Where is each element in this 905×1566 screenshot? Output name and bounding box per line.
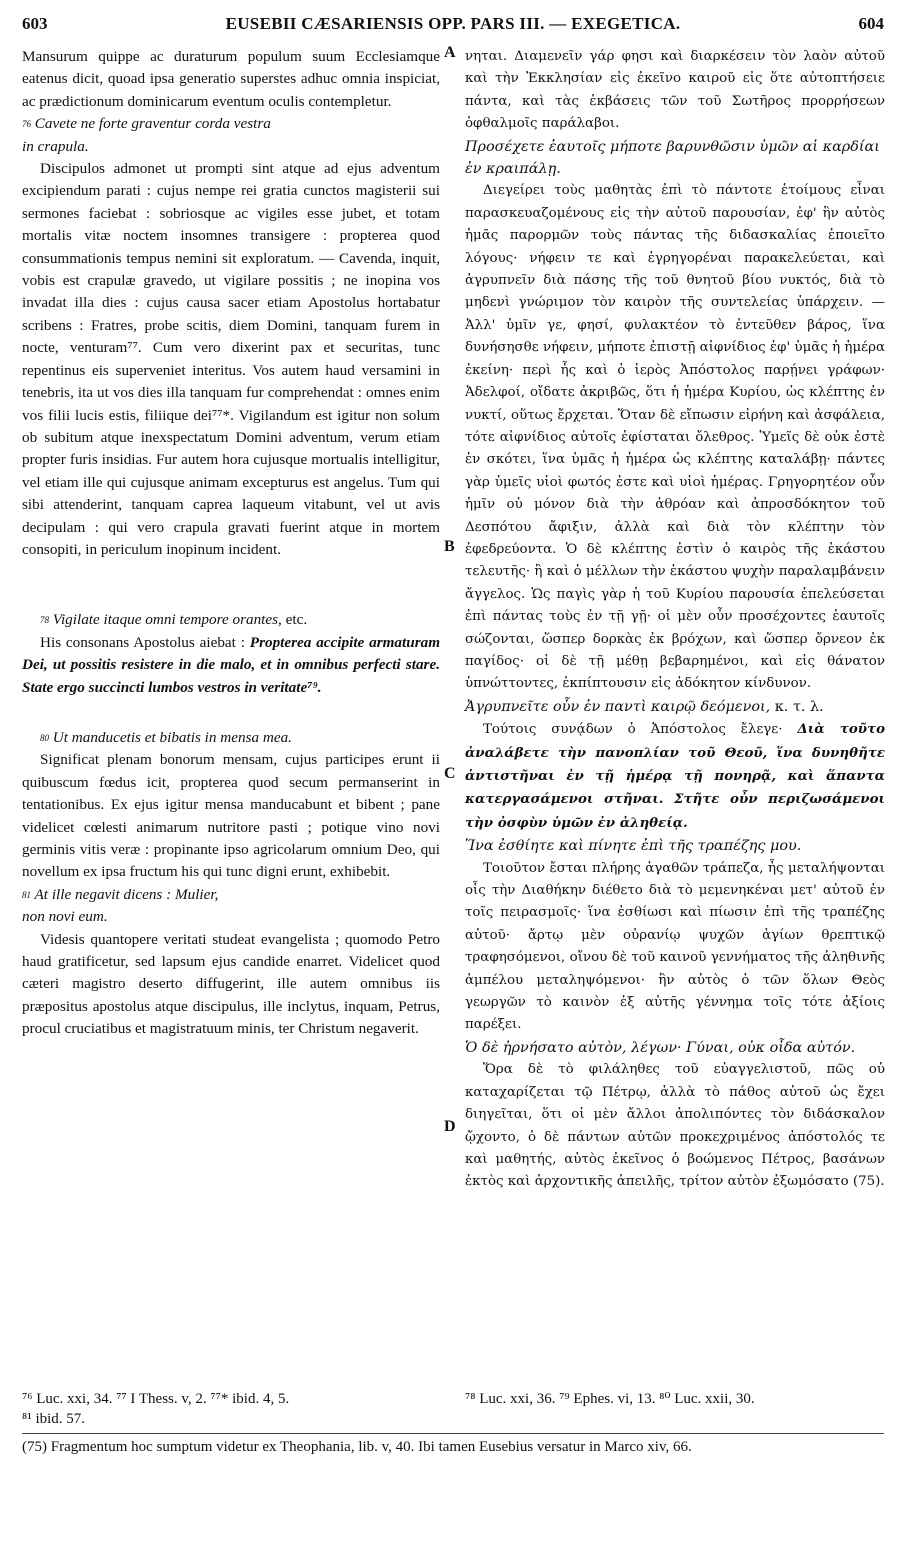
greek-paragraph: Διεγείρει τοὺς μαθητὰς ἐπὶ τὸ πάντοτε ἑτοίμους εἶναι παρασκευαζομένους εἰς τὴν αὐτοῦ παρουσίαν, ἐφ' ἣν αὐτὸς ἡμᾶς παρορμῶν τοὺς πάντας τῆς διδασκαλίας ἐποιεῖτο λόγους· νήφειν τε καὶ ἐγρηγορέναι παρακελεύεται, καὶ ἀγρυπνεῖν διὰ πάσης τῆς τοῦ θνητοῦ βίου νυκτός, διὰ τὸ μηδενὶ γνώριμον τὸν καιρὸν τῆς συντελείας ὑπάρχειν. — Ἀλλ' ὑμῖν γε, φησί, φυλακτέον τὸ ἐντεῦθεν βάρος, ἵνα δυνήσησθε νήφειν, μήποτε ἐπιστῇ αἰφνίδιος ἐφ' ὑμᾶς ἡ ἡμέρα ἐκείνη· περὶ ἧς καὶ ὁ ἱερὸς Ἀπόστολος παρῄνει γράφων· Ἀδελφοί, οἴδατε ἀκριβῶς, ὅτι ἡ ἡμέρα Κυρίου, ὡς κλέπτης ἐν νυκτί, οὕτως ἔρχεται. Ὅταν δὲ εἴπωσιν εἰρήνη καὶ ἀσφάλεια, τότε αἰφνίδιος αὐτοῖς ἐφίσταται ὄλεθρος. Ὑμεῖς δὲ οὐκ ἐστὲ ἐν σκότει, ἵνα ὑμᾶς ἡ ἡμέρα ὡς κλέπτης καταλάβῃ· πάντες γὰρ ὑμεῖς υἱοὶ φωτός ἐστε καὶ υἱοὶ ἡμέρας. Γρηγορητέον οὖν ἡμῖν οὐ μόνον διὰ τὴν ἀθρόαν καὶ ἀπροσδόκητον τοῦ Δεσπότου ἄφιξιν, ἀλλὰ καὶ διὰ τὸν κλέπτην τὸν ἐφεδρεύοντα. Ὁ δὲ κλέπτης ἐστὶν ὁ καιρὸς τῆς ἑκάστου τελευτῆς· ἢ καὶ ὁ μέλλων τὴν ἑκάστου ψυχὴν παραλαμβάνειν ἄγγελος. Ὡς παγὶς γὰρ ἡ τοῦ Κυρίου παρουσία ἐπελεύσεται ἐπὶ πάντας τοὺς ἐν τῇ γῇ· οἱ μὲν οὖν προσέχοντες ἑαυτοῖς σώζονται, ὥσπερ δορκὰς ἐκ βρόχων, καὶ ὥσπερ ὄρνεον ἐκ παγίδος· οἱ δὲ τῇ μέθῃ βεβαρημένοι, καὶ εἰς θάνατον ὑπνώττοντες, ἐκπίπτουσιν εἰς ἀδόκητον κίνδυνον. — [465, 183, 885, 692]
greek-lemma: Ἵνα ἐσθίητε καὶ πίνητε ἐπὶ τῆς τραπέζης μου. — [465, 838, 802, 855]
latin-lemma — [22, 884, 440, 929]
quotation-text: Διὰ τοῦτο ἀναλάβετε τὴν πανοπλίαν τοῦ Θεοῦ, ἵνα δυνηθῆτε ἀντιστῆναι ἐν τῇ ἡμέρᾳ τῇ πονηρᾷ, καὶ ἅπαντα κατεργασάμενοι στῆναι. Στῆτε οὖν περιζωσάμενοι τὴν ὀσφὺν ὑμῶν ἐν ἀληθείᾳ. — [465, 721, 886, 831]
lemma-text: non novi eum. — [22, 908, 108, 926]
margin-letter-c: C — [444, 765, 456, 782]
footnote-ref: 80 — [40, 732, 49, 743]
greek-lemma — [465, 696, 885, 718]
lemma-text: Ἀγρυπνεῖτε οὖν ἐν παντὶ καιρῷ δεόμενοι, — [465, 698, 771, 715]
latin-paragraph: Mansurum quippe ac duraturum populum suum Ecclesiamque eatenus dicit, quoad ipsa generatio superstes adhuc omnia inspiciat, ac prædictionum dominicarum eventum oculis contempletur. — [22, 48, 440, 110]
greek-paragraph — [465, 718, 885, 835]
greek-paragraph: νηται. Διαμενεῖν γάρ φησι καὶ διαρκέσειν τὸν λαὸν αὐτοῦ καὶ τὴν Ἐκκλησίαν εἰς ἐκεῖνο καιροῦ εἰς ὅτε αὐτοπτήσειε πάντα, καὶ τὰς ἐκβάσεις τῶν τοῦ Σωτῆρος προρρήσεων ὀφθαλμοῖς παράλαβοι. — [465, 49, 885, 132]
lemma-text: in crapula. — [22, 137, 89, 155]
latin-lemma — [22, 727, 440, 749]
footnotes-right — [465, 1389, 885, 1409]
lemma-text: At ille negavit dicens : Mulier, — [34, 885, 219, 903]
latin-paragraph — [22, 632, 440, 699]
page-number-right: 604 — [858, 14, 884, 33]
lemma-etc: κ. τ. λ. — [770, 698, 824, 715]
latin-column — [22, 46, 440, 1041]
latin-paragraph: Significat plenam bonorum mensam, cujus participes erunt ii quibuscum fœdus icit, propterea quod secum permanserint in tentationibus. Ex ejus igitur mensa manducabunt et bibent ; pane videlicet cœlesti animarum nutritore pasti ; potique vino novi germinis vitis veræ : propinante ipso agricolarum omnium Deo, qui novellum ex ipsa fructum his qui tunc digni erunt, exhibebit. — [22, 751, 440, 881]
latin-paragraph: Discipulos admonet ut prompti sint atque ad ejus adventum excipiendum parati : cujus nempe rei gratia cunctos magisterii sui sermones faciebat : sobriosque ac vigiles esse jubet, et totam mortalis vitæ noctem insomnes transigere : propterea quod consummationis tempus nemini sit exploratum. — Cavenda, inquit, vobis est crapulæ gravedo, ut vigilare possitis ; ne inopina vos invadat illa dies : cujus causa sacer etiam Apostolus hortabatur scribens : Fratres, probe scitis, diem Domini, tanquam furem in nocte, venturam⁷⁷. Cum vero dixerint pax et securitas, tunc repentinus eis superveniet interitus. Vos autem haud versamini in tenebris, ita ut vos dies illa tanquam fur comprehendat : omnes enim vos filii lucis estis, filiique dei⁷⁷*. Vigilandum est igitur non solum ob subitum atque inexspectatum Domini adventum, verum etiam propter furis insidias. Fur autem hora cujusque mortualis intelligitur, vel etiam ille qui cujusque animam excepturus est angelus. Tum qui sibi attenderint, tanquam caprea laqueum vitabunt, vel ut avis decipulam : qui vero crapula gravati fuerint atque in mortem consopiti, in periculum inopinum incident. — [22, 160, 440, 558]
lemma-text: Cavete ne forte graventur corda vestra — [34, 115, 271, 133]
footnote-divider — [22, 1433, 884, 1434]
margin-letter-b: B — [444, 538, 455, 555]
greek-lemma: Ὁ δὲ ἠρνήσατο αὐτὸν, λέγων· Γύναι, οὐκ οἶδα αὐτόν. — [465, 1039, 856, 1056]
footnote-ref: 76 — [22, 119, 31, 130]
footnote-ref: 78 — [40, 615, 49, 626]
lemma-etc: etc. — [281, 611, 308, 629]
paragraph-text: His consonans Apostolus aiebat : — [40, 633, 250, 651]
latin-lemma — [22, 609, 440, 631]
greek-paragraph: Τοιοῦτον ἔσται πλήρης ἀγαθῶν τράπεζα, ἧς μεταλήψονται οἷς τὴν Διαθήκην διέθετο διὰ τὸ μεμενηκέναι μετ' αὐτοῦ ἐν τοῖς πειρασμοῖς· ἵνα ἐσθίωσι καὶ πίωσιν ἐπὶ τῆς τραπέζης αὐτοῦ· ἄρτῳ μὲν οὐρανίῳ ψυχῶν ἁγίων θρεπτικῷ τραφησόμενοι, οἴνου δὲ τοῦ καινοῦ γεννήματος τῆς ἀληθινῆς ἀμπέλου μεταληψόμενοι· ἣν αὐτὸς ὁ τῶν ὅλων Θεὸς γεωργῶν τὸ καινὸν ἐξ αὐτῆς γέννημα τοῖς τότε ἀξίοις παρέξει. — [465, 860, 885, 1033]
quotation-text: Propterea accipite armaturam Dei, ut possitis resistere in die malo, et in omnibus perfecti stare. State ergo succincti lumbos vestros in veritate⁷⁹. — [22, 633, 441, 696]
running-header — [22, 14, 884, 36]
greek-paragraph: Ὅρα δὲ τὸ φιλάληθες τοῦ εὐαγγελιστοῦ, πῶς οὐ καταχαρίζεται τῷ Πέτρῳ, ἀλλὰ τὸ πάθος αὐτοῦ ὡς ἔχει διηγεῖται, ὅτι οἱ μὲν ἄλλοι ἀπολιπόντες τὸν διδάσκαλον ᾤχοντο, ὁ δὲ πάντων αὐτῶν προκεχριμένος ἀπόστολός τε καὶ μαθητής, αὐτὸς ἐκεῖνος ὁ βοώμενος Πέτρος, βασάνων ἐκτὸς καὶ ἀρχοντικῆς ἀπειλῆς, τρίτον αὐτὸν ἐξωμόσατο (75). — [465, 1062, 885, 1190]
footnote-line: ⁸¹ ibid. 57. — [22, 1411, 86, 1427]
editorial-note: (75) Fragmentum hoc sumptum videtur ex Theophania, lib. v, 40. Ibi tamen Eusebius versatur in Marco xiv, 66. — [22, 1439, 692, 1455]
greek-column — [465, 46, 885, 1194]
lemma-text: Vigilate itaque omni tempore orantes, — [52, 611, 282, 629]
footnotes-left — [22, 1389, 442, 1429]
greek-lemma: Προσέχετε ἑαυτοῖς μήποτε βαρυνθῶσιν ὑμῶν αἱ καρδίαι ἐν κραιπάλῃ. — [465, 138, 880, 178]
footnote-line: ⁷⁸ Luc. xxi, 36. ⁷⁹ Ephes. vi, 13. ⁸⁰ Luc. xxii, 30. — [465, 1391, 755, 1407]
running-title: EUSEBII CÆSARIENSIS OPP. PARS III. — EXEGETICA. — [225, 14, 681, 33]
latin-paragraph: Videsis quantopere veritati studeat evangelista ; quomodo Petro haud gratificetur, sed lapsum ejus candide enarret. Videlicet quod cæteri magistro deserto diffugerint, ille autem omnibus iis præpositus apostolus atque discipulus, ille inclytus, inquam, Petrus, procul cruciatibus et magistratuum minis, ter Christum negaverit. — [22, 930, 440, 1038]
margin-letter-a: A — [444, 44, 456, 61]
latin-lemma — [22, 113, 440, 158]
footnote-line: ⁷⁶ Luc. xxi, 34. ⁷⁷ I Thess. v, 2. ⁷⁷* ibid. 4, 5. — [22, 1391, 290, 1407]
paragraph-text: Τούτοις συνᾴδων ὁ Ἀπόστολος ἔλεγε· — [483, 722, 798, 738]
lemma-text: Ut manducetis et bibatis in mensa mea. — [52, 728, 292, 746]
page-number-left: 603 — [22, 14, 48, 33]
footnote-ref: 81 — [22, 889, 31, 900]
margin-letter-d: D — [444, 1118, 456, 1135]
